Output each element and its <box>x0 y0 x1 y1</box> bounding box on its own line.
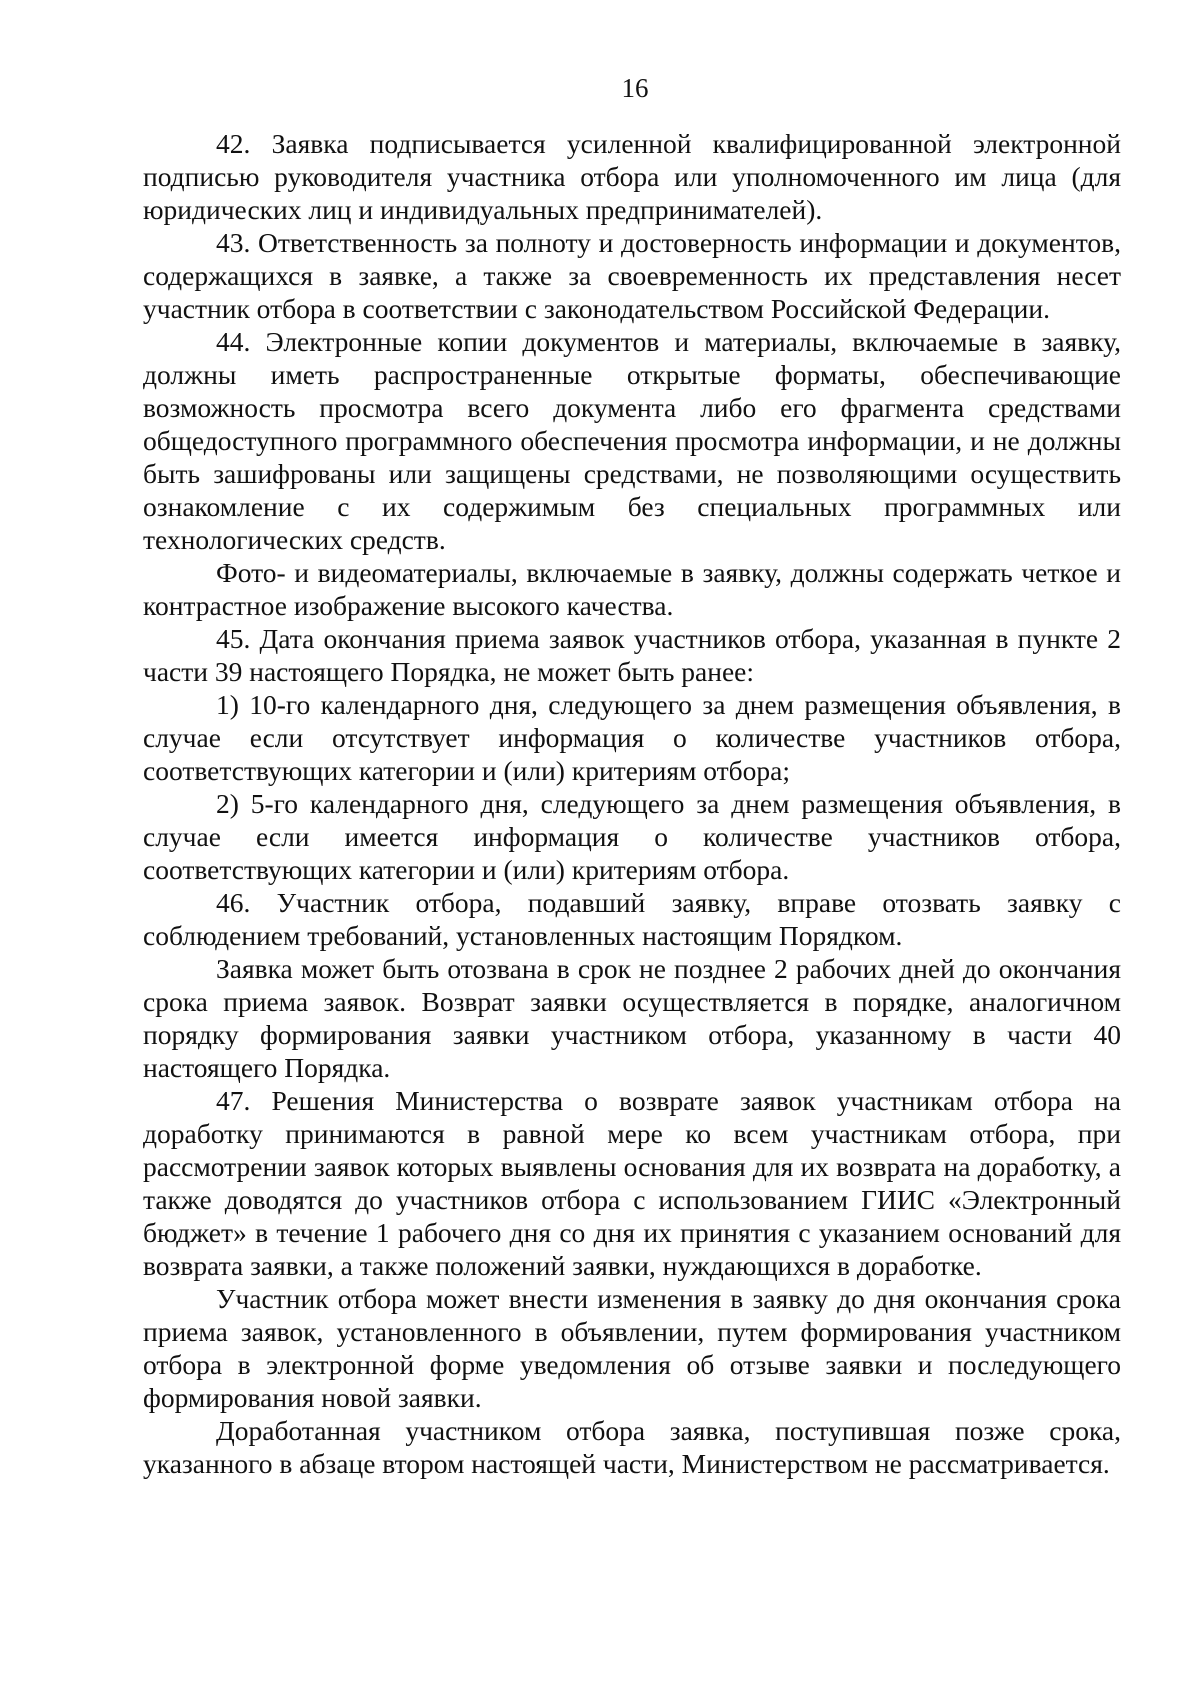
paragraph-44-media: Фото- и видеоматериалы, включаемые в заявку, должны содержать четкое и контрастное изображение высокого качества. <box>143 557 1121 621</box>
paragraph-47: 47. Решения Министерства о возврате заявок участникам отбора на доработку принимаются в равной мере ко всем участникам отбора, при рассмотрении заявок которых выявлены основания для их возврата на доработку, а также доводятся до участников отбора с использованием ГИИС «Электронный бюджет» в течение 1 рабочего дня со дня их принятия с указанием оснований для возврата заявки, а также положений заявки, нуждающихся в доработке. <box>143 1085 1121 1281</box>
paragraph-46-withdrawal: Заявка может быть отозвана в срок не позднее 2 рабочих дней до окончания срока приема заявок. Возврат заявки осуществляется в порядке, аналогичном порядку формирования заявки участником отбора, указанному в части 40 настоящего Порядка. <box>143 953 1121 1083</box>
paragraph-45-item-2: 2) 5-го календарного дня, следующего за днем размещения объявления, в случае если имеется информация о количестве участников отбора, соответствующих категории и (или) критериям отбора. <box>143 788 1121 885</box>
paragraph-45: 45. Дата окончания приема заявок участников отбора, указанная в пункте 2 части 39 настоящего Порядка, не может быть ранее: <box>143 623 1121 687</box>
document-body <box>143 127 1121 1480</box>
paragraph-46: 46. Участник отбора, подавший заявку, вправе отозвать заявку с соблюдением требований, установленных настоящим Порядком. <box>143 887 1121 951</box>
paragraph-43: 43. Ответственность за полноту и достоверность информации и документов, содержащихся в заявке, а также за своевременность их представления несет участник отбора в соответствии с законодательством Российской Федерации. <box>143 227 1121 324</box>
page-number: 16 <box>621 73 649 103</box>
paragraph-47-late: Доработанная участником отбора заявка, поступившая позже срока, указанного в абзаце втором настоящей части, Министерством не рассматривается. <box>143 1415 1121 1479</box>
paragraph-42: 42. Заявка подписывается усиленной квалифицированной электронной подписью руководителя участника отбора или уполномоченного им лица (для юридических лиц и индивидуальных предпринимателей). <box>143 128 1121 225</box>
paragraph-45-item-1: 1) 10-го календарного дня, следующего за днем размещения объявления, в случае если отсутствует информация о количестве участников отбора, соответствующих категории и (или) критериям отбора; <box>143 689 1121 786</box>
paragraph-47-changes: Участник отбора может внести изменения в заявку до дня окончания срока приема заявок, установленного в объявлении, путем формирования участником отбора в электронной форме уведомления об отзыве заявки и последующего формирования новой заявки. <box>143 1283 1121 1413</box>
paragraph-44: 44. Электронные копии документов и материалы, включаемые в заявку, должны иметь распространенные открытые форматы, обеспечивающие возможность просмотра всего документа либо его фрагмента средствами общедоступного программного обеспечения просмотра информации, и не должны быть зашифрованы или защищены средствами, не позволяющими осуществить ознакомление с их содержимым без специальных программных или технологических средств. <box>143 326 1121 555</box>
